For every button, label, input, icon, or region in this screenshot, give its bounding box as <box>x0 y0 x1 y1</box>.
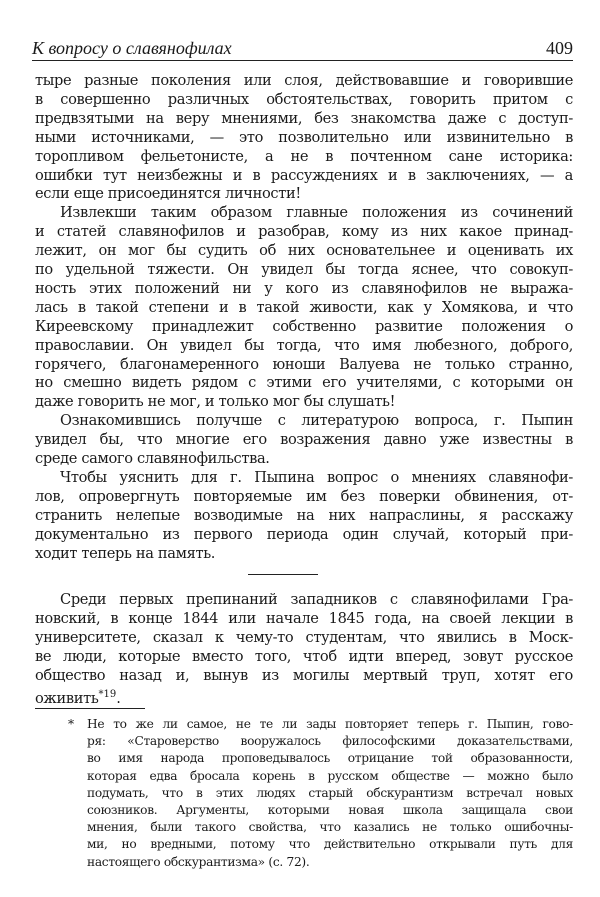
paragraph-first-line: Чтобы уяснить для г. Пыпина вопрос о мнениях славянофи- <box>60 468 573 486</box>
text-line: лась в такой степени и в такой живости, как у Хомякова, и что <box>35 298 573 316</box>
page-number: 409 <box>546 38 573 58</box>
text-line: но смешно видеть рядом с этими его учителями, с которыми он <box>35 374 573 392</box>
text-line: ными источниками, — это позволительно или извинительно в <box>35 128 573 146</box>
text-line: ность этих положений ни у кого из славянофилов не выража- <box>35 279 573 297</box>
text-line: и статей славянофилов и разобрав, кому из них какое принад- <box>35 223 573 241</box>
footnote-line: союзников. Аргументы, которыми новая школа защищала свои <box>87 803 573 817</box>
text-line: новский, в конце 1844 или начале 1845 года, на своей лекции в <box>35 609 573 627</box>
footnote-line: во имя народа проповедывалось отрицание той образованности, <box>87 751 573 766</box>
paragraph-first-line: Ознакомившись получше с литературою вопроса, г. Пыпин <box>60 412 573 430</box>
text-line: ходит теперь на память. <box>35 544 216 562</box>
paragraph-first-line: Извлекши таким образом главные положения из сочинений <box>60 204 573 222</box>
footnote-line: которая едва бросала корень в русском обществе — можно было <box>87 768 573 783</box>
text-fragment: оживить <box>35 689 99 707</box>
sentence-end: . <box>116 689 121 707</box>
text-line: по удельной тяжести. Он увидел бы тогда яснее, что совокуп- <box>35 261 573 278</box>
text-line: ве люди, которые вместо того, чтоб идти вперед, зовут русское <box>35 647 573 665</box>
text-line: даже говорить не мог, и только мог бы слушать! <box>35 393 396 411</box>
text-line: общество назад и, вынув из могилы мертвый труп, хотят его <box>35 666 573 684</box>
section-divider <box>248 574 318 575</box>
text-line: торопливом фельетонисте, а не в почтенном сане историка: <box>35 147 573 165</box>
footnote-line: настоящего обскурантизма» (с. 72). <box>87 854 310 869</box>
text-line: Киреевскому принадлежит собственно развитие положения о <box>35 317 573 335</box>
text-line: документально из первого периода один случай, который при- <box>35 525 573 543</box>
text-line: ошибки тут неизбежны и в рассуждениях и в заключениях, — а <box>35 166 573 184</box>
page-header <box>32 38 573 61</box>
footnote-reference: *19 <box>98 688 117 700</box>
text-line: предвзятыми на веру мнениями, без знакомства даже с доступ- <box>35 109 573 127</box>
text-line: увидел бы, что многие его возражения давно уже известны в <box>35 431 573 449</box>
text-line: лежит, он мог бы судить об них основательнее и оценивать их <box>35 242 573 260</box>
text-line-last <box>35 685 573 707</box>
footnote-line: ря: «Староверство вооружалось философскими доказательствами, <box>87 734 573 749</box>
footnote-line: Не то же ли самое, не те ли зады повторяет теперь г. Пыпин, гово- <box>87 717 573 731</box>
footnote-line: подумать, что в этих людях старый обскурантизм встречал новых <box>87 785 573 800</box>
text-line: тыре разные поколения или слоя, действовавшие и говорившие <box>35 72 573 89</box>
text-line: среде самого славянофильства. <box>35 450 270 467</box>
footnote-marker: * <box>68 717 75 731</box>
paragraph-first-line: Среди первых препинаний западников с славянофилами Гра- <box>60 591 573 608</box>
running-head: К вопросу о славянофилах <box>32 38 232 58</box>
footnote-line: мнения, были такого свойства, что казались не только ошибочны- <box>87 820 573 835</box>
text-line: странить нелепые возводимые на них напраслины, я расскажу <box>35 506 573 524</box>
text-line: православии. Он увидел бы тогда, что имя любезного, доброго, <box>35 336 573 354</box>
text-line: если еще присоединятся личности! <box>35 185 301 203</box>
text-line: горячего, благонамеренного юноши Валуева не только странно, <box>35 355 573 373</box>
text-line: в совершенно различных обстоятельствах, говорить притом с <box>35 90 573 108</box>
text-line: лов, опровергнуть повторяемые им без поверки обвинения, от- <box>35 487 573 505</box>
footnote-line: ми, но вредными, потому что действительно открывали путь для <box>87 837 573 852</box>
footnote-separator <box>35 708 145 709</box>
text-line: университете, сказал к чему-то студентам, что явились в Моск- <box>35 628 573 646</box>
